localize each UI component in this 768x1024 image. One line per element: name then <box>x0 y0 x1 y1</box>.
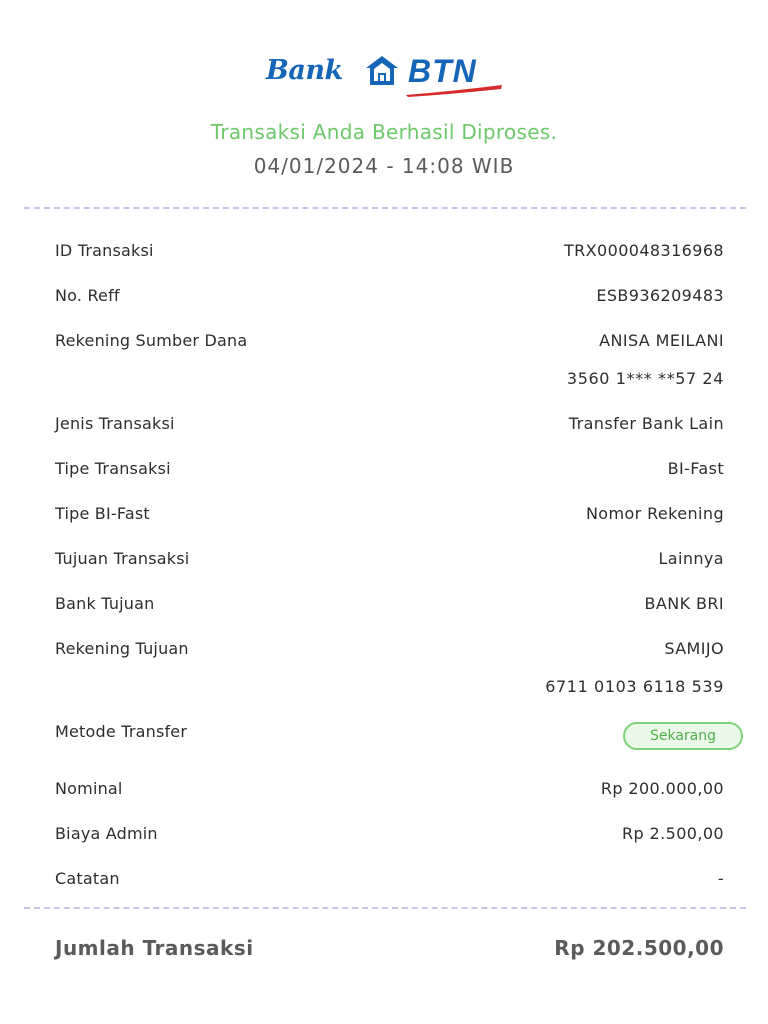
row-label: Biaya Admin <box>55 824 158 843</box>
status-datetime: 04/01/2024 - 14:08 WIB <box>253 154 515 178</box>
row-value: BI-Fast <box>667 459 724 478</box>
row-value: Rp 200.000,00 <box>600 779 724 798</box>
divider-top <box>24 207 746 209</box>
house-icon <box>364 55 400 87</box>
row-jenis-transaksi <box>55 414 724 438</box>
row-rekening-sumber-dana <box>55 331 724 355</box>
row-label: Rekening Tujuan <box>55 639 189 658</box>
transfer-method-badge: Sekarang <box>623 722 743 750</box>
logo-btn-text: BTN <box>408 53 477 89</box>
source-account-number: 3560 1*** **57 24 <box>566 369 724 388</box>
row-biaya-admin <box>55 824 724 848</box>
row-label: No. Reff <box>55 286 120 305</box>
row-label: Catatan <box>55 869 120 888</box>
row-value: SAMIJO <box>664 639 724 658</box>
row-label: Tujuan Transaksi <box>55 549 190 568</box>
row-tipe-bi-fast <box>55 504 724 528</box>
row-value: Nomor Rekening <box>585 504 724 523</box>
row-value: Lainnya <box>658 549 724 568</box>
row-catatan <box>55 869 724 893</box>
logo-swoosh <box>404 85 504 97</box>
row-id-transaksi <box>55 241 724 265</box>
row-label: Tipe Transaksi <box>55 459 171 478</box>
bank-btn-logo <box>266 52 506 98</box>
row-value: BANK BRI <box>644 594 724 613</box>
row-value: - <box>717 869 724 888</box>
row-value: ESB936209483 <box>596 286 724 305</box>
row-value: Transfer Bank Lain <box>568 414 724 433</box>
logo-bank-text: Bank <box>266 55 343 86</box>
divider-bottom <box>24 907 746 909</box>
row-tujuan-transaksi <box>55 549 724 573</box>
row-label: Rekening Sumber Dana <box>55 331 248 350</box>
row-label: Tipe BI-Fast <box>55 504 150 523</box>
destination-account-number: 6711 0103 6118 539 <box>545 677 724 696</box>
total-value: Rp 202.500,00 <box>554 936 724 960</box>
total-label: Jumlah Transaksi <box>55 936 254 960</box>
row-value: TRX000048316968 <box>563 241 724 260</box>
row-tipe-transaksi <box>55 459 724 483</box>
row-label: Metode Transfer <box>55 722 188 741</box>
row-label: Jenis Transaksi <box>55 414 175 433</box>
row-value: Rp 2.500,00 <box>621 824 724 843</box>
row-value: ANISA MEILANI <box>599 331 724 350</box>
status-title: Transaksi Anda Berhasil Diproses. <box>210 120 558 144</box>
row-rekening-tujuan <box>55 639 724 663</box>
row-label: Nominal <box>55 779 123 798</box>
row-label: ID Transaksi <box>55 241 154 260</box>
row-label: Bank Tujuan <box>55 594 155 613</box>
row-no-reff <box>55 286 724 310</box>
row-nominal <box>55 779 724 803</box>
row-bank-tujuan <box>55 594 724 618</box>
